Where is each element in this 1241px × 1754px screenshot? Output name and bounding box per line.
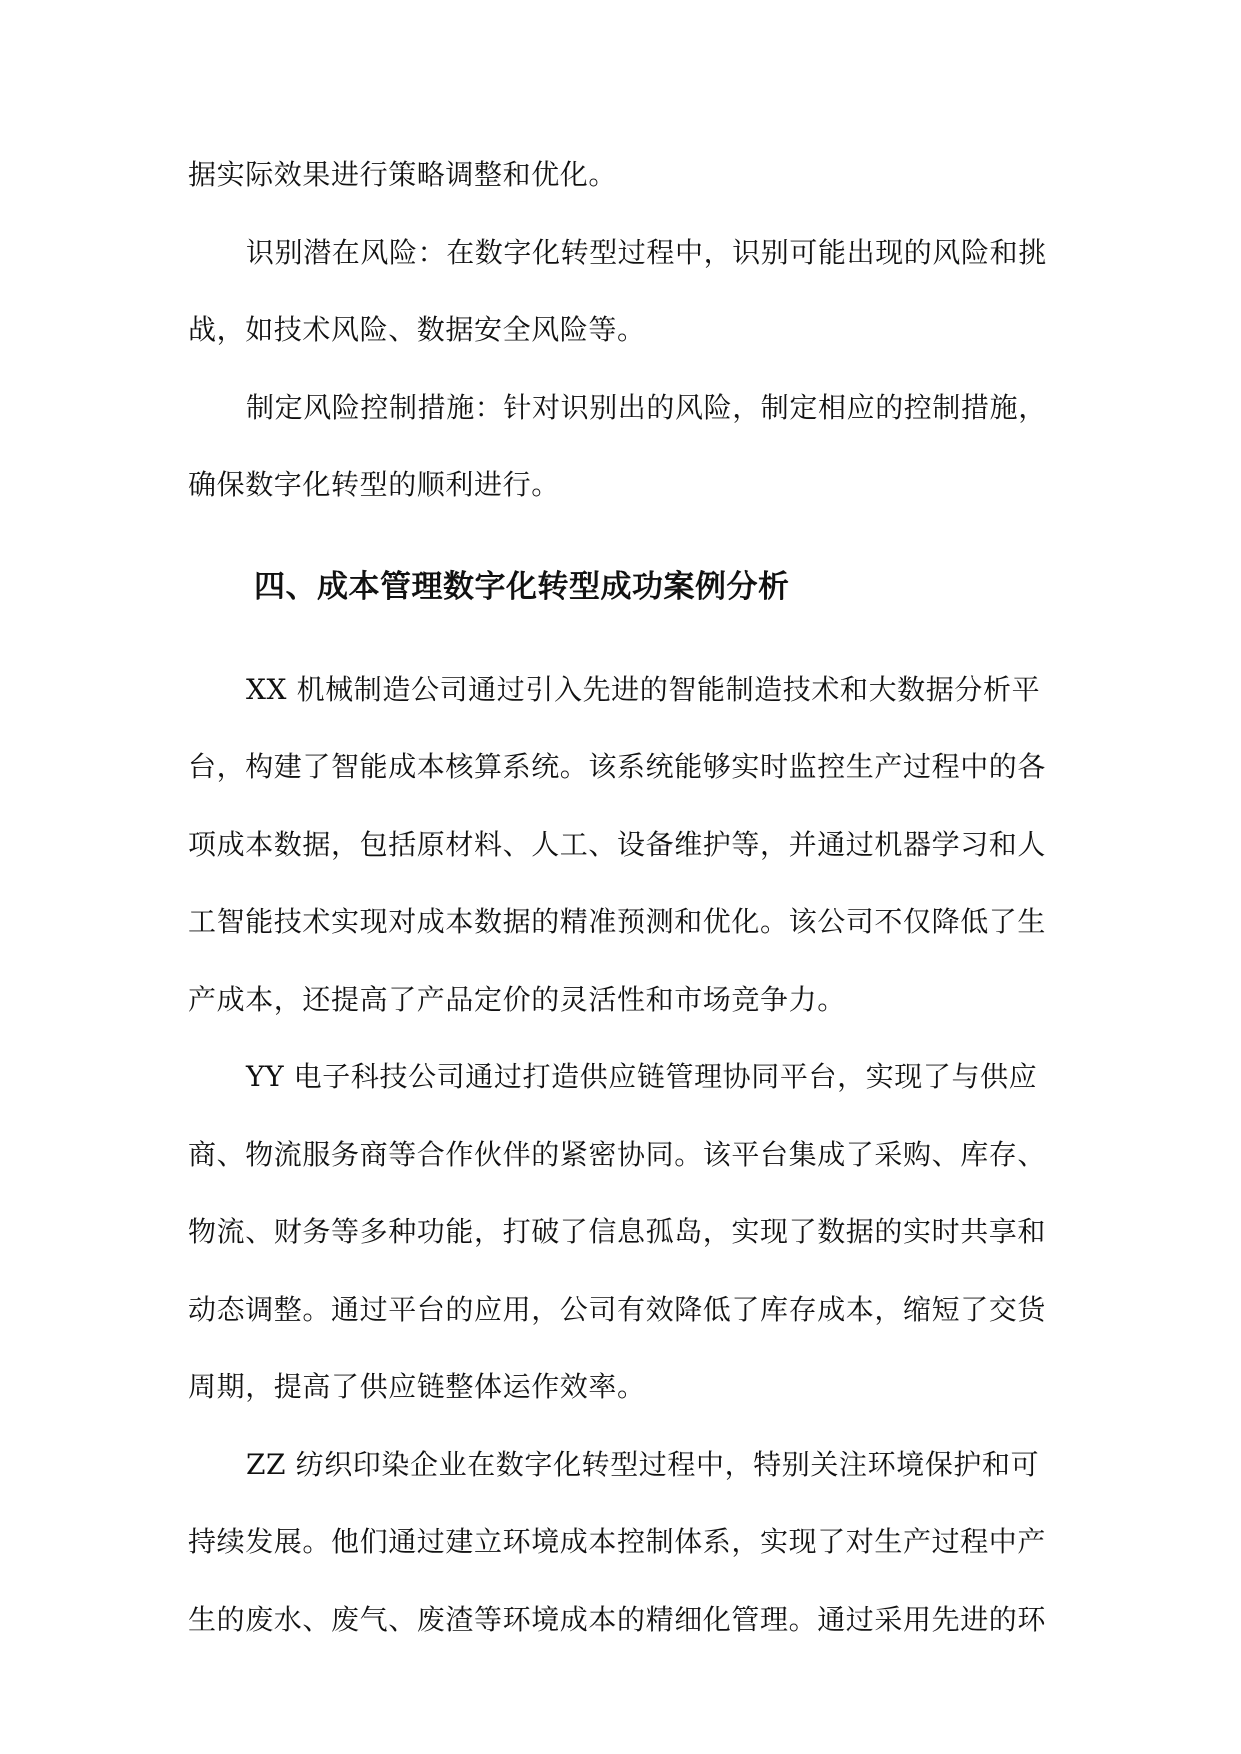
paragraph-line: 产成本，还提高了产品定价的灵活性和市场竞争力。 (188, 982, 846, 1016)
section-heading: 四、成本管理数字化转型成功案例分析 (254, 568, 790, 605)
paragraph-line: 商、物流服务商等合作伙伴的紧密协同。该平台集成了采购、库存、 (188, 1137, 1047, 1171)
paragraph-line: 物流、财务等多种功能，打破了信息孤岛，实现了数据的实时共享和 (188, 1215, 1047, 1248)
paragraph-line: 制定风险控制措施：针对识别出的风险，制定相应的控制措施， (246, 390, 1047, 424)
paragraph-line: 项成本数据，包括原材料、人工、设备维护等，并通过机器学习和人 (188, 827, 1047, 861)
paragraph-line: ZZ 纺织印染企业在数字化转型过程中，特别关注环境保护和可 (246, 1447, 1040, 1481)
paragraph-line: 持续发展。他们通过建立环境成本控制体系，实现了对生产过程中产 (188, 1525, 1047, 1558)
paragraph-line: 战，如技术风险、数据安全风险等。 (188, 313, 646, 346)
paragraph-line: 台，构建了智能成本核算系统。该系统能够实时监控生产过程中的各 (188, 750, 1047, 783)
paragraph-line: XX 机械制造公司通过引入先进的智能制造技术和大数据分析平 (246, 672, 1041, 706)
paragraph-line: YY 电子科技公司通过打造供应链管理协同平台，实现了与供应 (246, 1060, 1038, 1093)
paragraph-line: 动态调整。通过平台的应用，公司有效降低了库存成本，缩短了交货 (188, 1292, 1047, 1326)
paragraph-line: 确保数字化转型的顺利进行。 (188, 468, 560, 501)
document-body (188, 136, 1068, 1658)
paragraph-line: 工智能技术实现对成本数据的精准预测和优化。该公司不仅降低了生 (188, 905, 1047, 938)
paragraph-line: 识别潜在风险：在数字化转型过程中，识别可能出现的风险和挑 (246, 235, 1047, 269)
paragraph-line: 生的废水、废气、废渣等环境成本的精细化管理。通过采用先进的环 (188, 1602, 1047, 1636)
paragraph-line: 周期，提高了供应链整体运作效率。 (188, 1370, 646, 1403)
paragraph-line: 据实际效果进行策略调整和优化。 (188, 158, 618, 191)
